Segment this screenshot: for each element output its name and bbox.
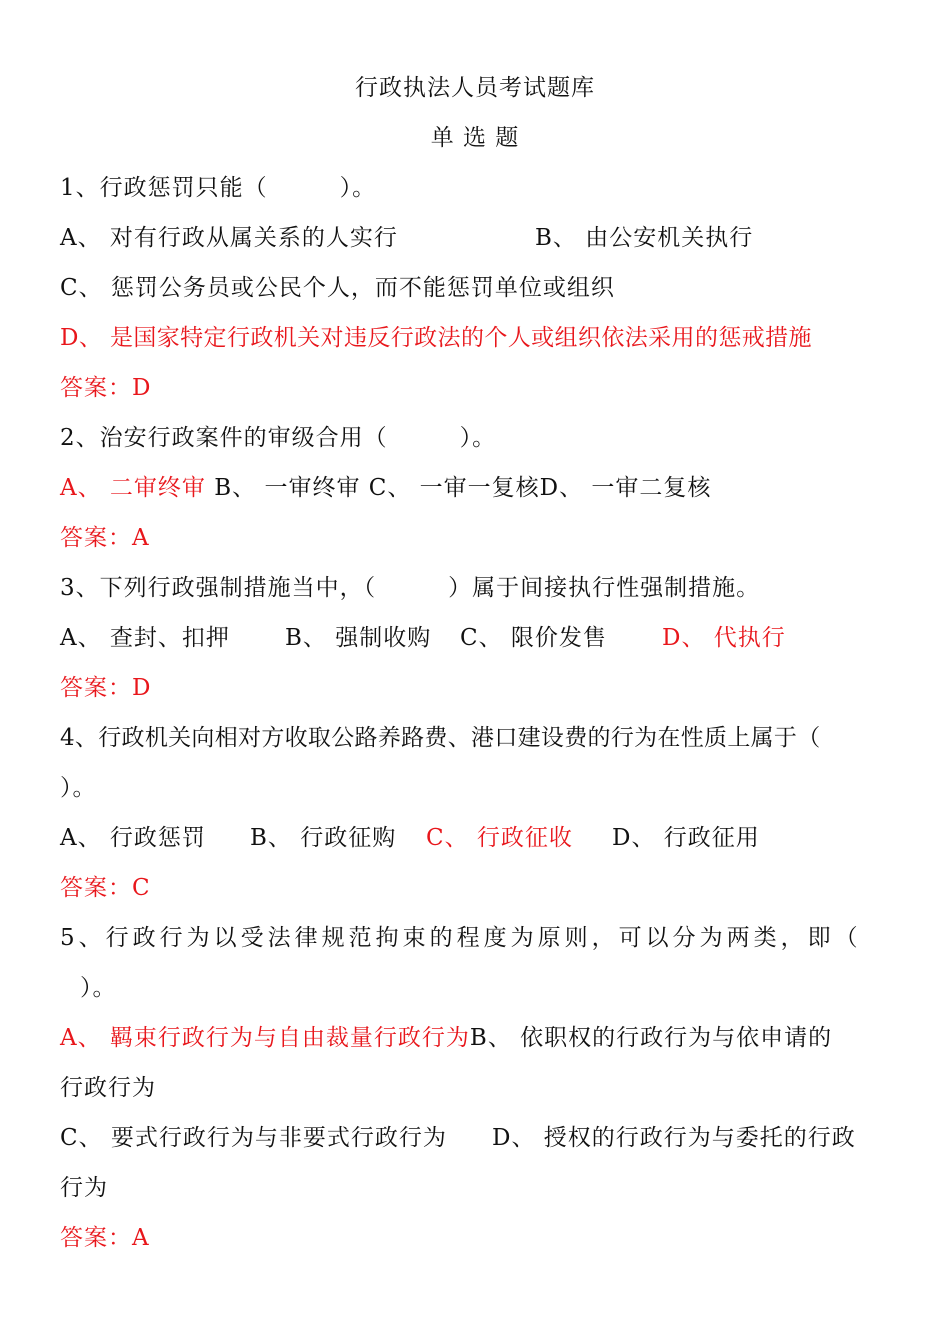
question-3-options: [60, 623, 786, 653]
question-4-stem-line-1: 4、行政机关向相对方收取公路养路费、港口建设费的行为在性质上属于（: [60, 725, 821, 751]
question-3-option-b: B、 强制收购: [285, 625, 432, 651]
question-3-answer: 答案：D: [60, 675, 152, 701]
question-5-option-a: A、 羁束行政行为与自由裁量行政行为: [60, 1025, 470, 1051]
question-2-options-bcd: B、 一审终审 C、 一审一复核D、 一审二复核: [205, 475, 712, 501]
question-2-options: [60, 473, 711, 503]
question-1-answer: 答案：D: [60, 375, 152, 401]
question-5-option-b-line-2: 行政行为: [60, 1075, 156, 1101]
question-1-option-b: B、 由公安机关执行: [535, 225, 754, 251]
question-4-option-b: B、 行政征购: [250, 825, 397, 851]
document-title: 行政执法人员考试题库: [355, 75, 595, 101]
question-1-option-a: A、 对有行政从属关系的人实行: [60, 225, 398, 251]
question-4-answer: 答案：C: [60, 875, 151, 901]
question-5-option-b-line-1: B、 依职权的行政行为与依申请的: [469, 1025, 833, 1051]
question-5-answer: 答案：A: [60, 1225, 150, 1251]
question-5-option-d-line-2: 行为: [60, 1175, 108, 1201]
question-5-stem-line-2: ）。: [80, 975, 117, 1001]
question-3-option-a: A、 查封、扣押: [60, 625, 230, 651]
question-5-option-d-line-1: D、 授权的行政行为与委托的行政: [492, 1125, 856, 1151]
question-2-option-a: A、 二审终审: [60, 475, 206, 501]
question-2-answer: 答案：A: [60, 525, 150, 551]
question-5-options-cd: [60, 1123, 856, 1153]
question-3-option-d: D、 代执行: [662, 625, 786, 651]
question-4-options: [60, 823, 760, 853]
question-4-stem-line-2: ）。: [60, 775, 97, 801]
question-3-option-c: C、 限价发售: [460, 625, 607, 651]
question-3-stem: 3、下列行政强制措施当中，（ ）属于间接执行性强制措施。: [60, 575, 761, 601]
question-2-stem: 2、治安行政案件的审级合用（ ）。: [60, 425, 497, 451]
question-1-options-ab: [60, 223, 754, 253]
question-4-option-d: D、 行政征用: [612, 825, 760, 851]
question-1-option-c: C、 惩罚公务员或公民个人，而不能惩罚单位或组织: [60, 275, 615, 301]
question-5-option-c: C、 要式行政行为与非要式行政行为: [60, 1125, 447, 1151]
question-4-option-a: A、 行政惩罚: [60, 825, 206, 851]
section-title: 单 选 题: [430, 125, 520, 151]
question-5-options-ab: [60, 1023, 832, 1053]
question-4-option-c: C、 行政征收: [426, 825, 573, 851]
question-5-stem-line-1: 5、行政行为以受法律规范拘束的程度为原则，可以分为两类，即（: [60, 925, 862, 951]
question-1-stem: 1、行政惩罚只能（ ）。: [60, 175, 377, 201]
question-1-option-d: D、 是国家特定行政机关对违反行政法的个人或组织依法采用的惩戒措施: [60, 325, 812, 351]
